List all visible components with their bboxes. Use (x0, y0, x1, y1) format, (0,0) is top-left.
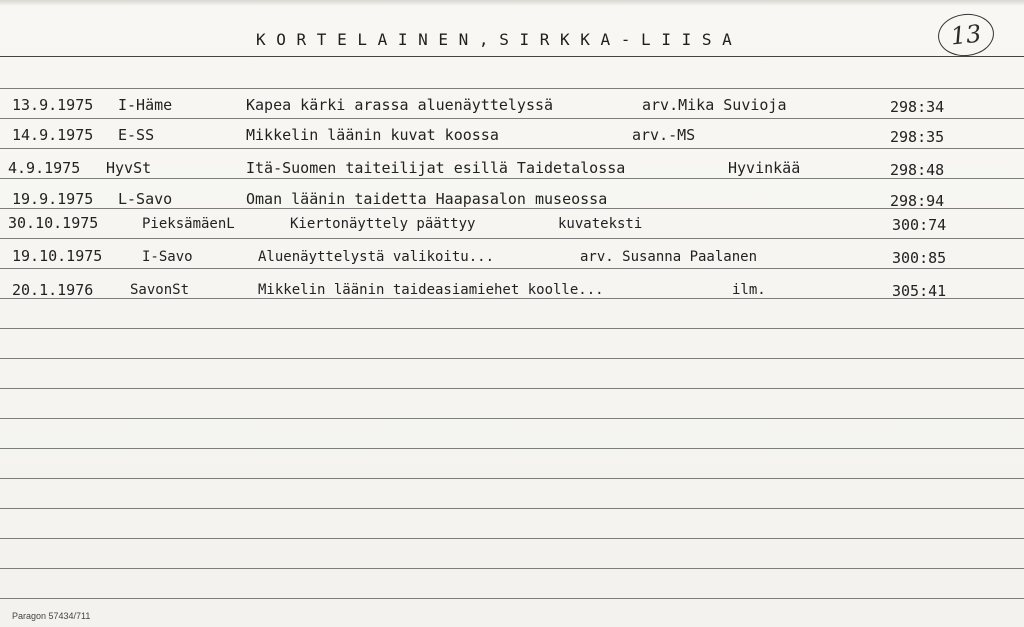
entry-paper: E-SS (118, 126, 155, 144)
ruled-line (0, 478, 1024, 479)
entry-date: 4.9.1975 (8, 159, 81, 177)
entry-note: Hyvinkää (728, 159, 801, 177)
entry-date: 19.9.1975 (12, 190, 94, 208)
ruled-line (0, 208, 1024, 209)
entry-text: Mikkelin läänin kuvat koossa (246, 126, 499, 144)
ruled-line (0, 298, 1024, 299)
entry-paper: PieksämäenL (142, 216, 235, 232)
entry-date: 19.10.1975 (12, 247, 103, 265)
header-rule (0, 56, 1024, 57)
entry-paper: I-Savo (142, 249, 193, 265)
entry-ref: 298:34 (890, 98, 945, 116)
ruled-line (0, 508, 1024, 509)
entry-text: Kapea kärki arassa aluenäyttelyssä (246, 96, 554, 114)
ruled-line (0, 598, 1024, 599)
ruled-line (0, 418, 1024, 419)
entry-date: 20.1.1976 (12, 281, 94, 299)
entry-text: Kiertonäyttely päättyy (290, 216, 476, 232)
entry-paper: L-Savo (118, 190, 173, 208)
ruled-line (0, 178, 1024, 179)
entry-ref: 298:48 (890, 161, 945, 179)
entry-date: 14.9.1975 (12, 126, 94, 144)
entry-date: 30.10.1975 (8, 214, 99, 232)
card-title: K O R T E L A I N E N , S I R K K A - L I I S A (256, 30, 733, 49)
entry-note: arv.-MS (632, 126, 696, 144)
card-footer-print: Paragon 57434/711 (12, 611, 91, 621)
entry-note: arv.Mika Suvioja (642, 96, 787, 114)
entry-text: Oman läänin taidetta Haapasalon museossa (246, 190, 608, 208)
entry-note: kuvateksti (558, 216, 643, 232)
entry-note: ilm. (732, 282, 766, 298)
entry-paper: I-Häme (118, 96, 173, 114)
entry-text: Aluenäyttelystä valikoitu... (258, 249, 495, 265)
ruled-line (0, 448, 1024, 449)
ruled-line (0, 358, 1024, 359)
ruled-line (0, 238, 1024, 239)
ruled-line (0, 388, 1024, 389)
ruled-line (0, 148, 1024, 149)
ruled-line (0, 88, 1024, 89)
entry-text: Mikkelin läänin taideasiamiehet koolle... (258, 282, 604, 298)
entry-ref: 300:74 (892, 216, 947, 234)
ruled-line (0, 118, 1024, 119)
entry-ref: 300:85 (892, 249, 947, 267)
entry-ref: 298:94 (890, 192, 945, 210)
entry-date: 13.9.1975 (12, 96, 94, 114)
entry-ref: 305:41 (892, 282, 947, 300)
card-top-edge (0, 0, 1024, 6)
entry-note: arv. Susanna Paalanen (580, 249, 758, 265)
ruled-line (0, 268, 1024, 269)
entry-ref: 298:35 (890, 128, 945, 146)
card-number: 13 (936, 11, 996, 59)
entry-text: Itä-Suomen taiteilijat esillä Taidetalossa (246, 159, 626, 177)
entry-paper: HyvSt (106, 159, 152, 177)
ruled-line (0, 538, 1024, 539)
ruled-line (0, 328, 1024, 329)
entry-paper: SavonSt (130, 282, 190, 298)
ruled-line (0, 568, 1024, 569)
